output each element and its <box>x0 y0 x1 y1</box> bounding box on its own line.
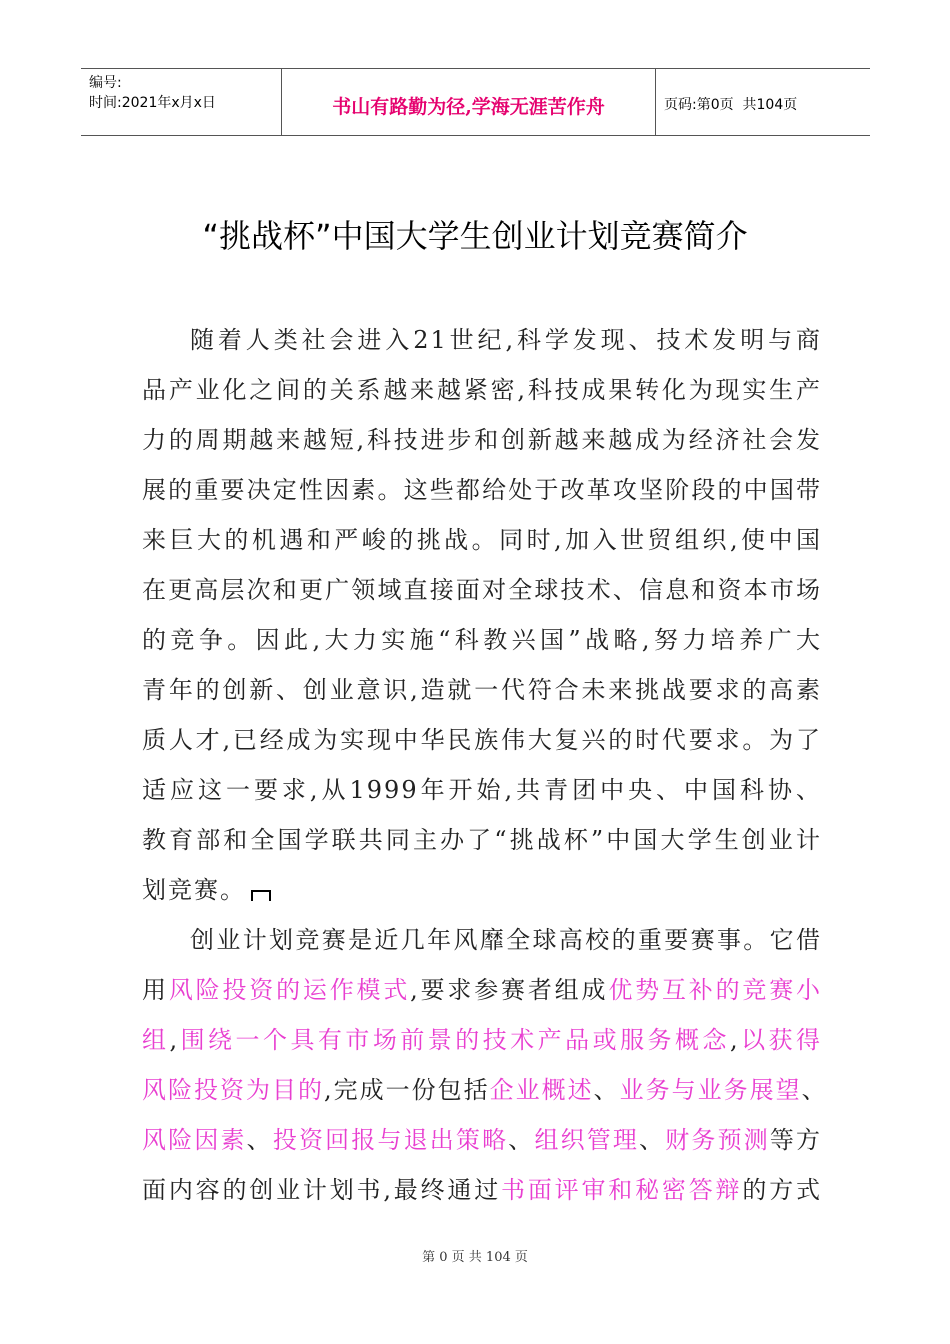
highlight-text: 书面评审和秘密答辩 <box>501 1176 743 1204</box>
text-run: 、 <box>593 1076 620 1104</box>
highlight-text: 风险投资为目的 <box>142 1076 324 1104</box>
paragraph-1-line: 教育部和全国学联共同主办了“挑战杯”中国大学生创业计 <box>142 826 822 854</box>
text-run: 面内容的创业计划书,最终通过 <box>142 1176 502 1204</box>
paragraph-1-line: 品产业化之间的关系越来越紧密,科技成果转化为现实生产 <box>142 376 822 404</box>
text-run: , <box>169 1026 180 1054</box>
highlight-text: 企业概述 <box>489 1076 594 1104</box>
return-mark-icon <box>250 888 272 902</box>
text-run: 、 <box>508 1126 535 1154</box>
header-meta-cell <box>81 69 282 135</box>
paragraph-2-line <box>142 1115 822 1165</box>
highlight-text: 以获得 <box>739 1026 822 1054</box>
text-run: ,要求参赛者组成 <box>410 976 609 1004</box>
paragraph-1-line <box>142 865 822 915</box>
paragraph-1-line: 来巨大的机遇和严峻的挑战。同时,加入世贸组织,使中国 <box>142 526 822 554</box>
paragraph-1-line: 的竞争。因此,大力实施“科教兴国”战略,努力培养广大 <box>142 626 822 654</box>
paragraph-1-line: 青年的创新、创业意识,造就一代符合未来挑战要求的高素 <box>142 676 822 704</box>
paragraph-2-line <box>142 1015 822 1065</box>
paragraph-1-line: 在更高层次和更广领域直接面对全球技术、信息和资本市场 <box>142 576 822 604</box>
highlight-text: 风险投资的运作模式 <box>168 976 411 1004</box>
text-run: , <box>729 1026 740 1054</box>
serial-number-label: 编号: <box>89 75 122 91</box>
page-footer: 第 0 页 共 104 页 <box>422 1250 528 1265</box>
header-motto: 书山有路勤为径,学海无涯苦作舟 <box>282 69 656 135</box>
paragraph-1-line: 展的重要决定性因素。这些都给处于改革攻坚阶段的中国带 <box>142 476 822 504</box>
highlight-text: 财务预测 <box>665 1126 770 1154</box>
highlight-text: 优势互补的竞赛小 <box>608 976 823 1004</box>
text-run: 、 <box>801 1076 828 1104</box>
document-body <box>142 315 828 1215</box>
highlight-text: 组织管理 <box>534 1126 640 1154</box>
header-table <box>81 68 870 136</box>
paragraph-2-line <box>142 1065 828 1115</box>
paragraph-1-line: 适应这一要求,从1999年开始,共青团中央、中国科协、 <box>142 776 822 804</box>
paragraph-2-line <box>142 1165 822 1215</box>
text-run: 、 <box>639 1126 666 1154</box>
date-label: 时间:2021年x月x日 <box>89 95 216 111</box>
paragraph-1-line-text: 划竞赛。 <box>142 876 246 904</box>
highlight-text: 投资回报与退出策略 <box>272 1126 509 1154</box>
text-run: ,完成一份包括 <box>324 1076 490 1104</box>
highlight-text: 业务与业务展望 <box>619 1076 802 1104</box>
highlight-text: 围绕一个具有市场前景的技术产品或服务概念 <box>179 1026 730 1054</box>
text-run: 、 <box>246 1126 273 1154</box>
highlight-text: 组 <box>142 1026 170 1054</box>
text-run: 的方式 <box>742 1176 823 1204</box>
header-page-info: 页码:第0页 共104页 <box>664 97 798 113</box>
paragraph-2-line <box>142 965 822 1015</box>
paragraph-1-line: 质人才,已经成为实现中华民族伟大复兴的时代要求。为了 <box>142 726 822 754</box>
text-run: 等方 <box>769 1126 823 1154</box>
paragraph-1-line: 力的周期越来越短,科技进步和创新越来越成为经济社会发 <box>142 426 822 454</box>
text-run: 用 <box>142 976 169 1004</box>
document-title: “挑战杯”中国大学生创业计划竞赛简介 <box>202 217 748 255</box>
paragraph-2-line: 创业计划竞赛是近几年风靡全球高校的重要赛事。它借 <box>190 926 822 954</box>
highlight-text: 风险因素 <box>142 1126 247 1154</box>
paragraph-1-line: 随着人类社会进入21世纪,科学发现、技术发明与商 <box>190 326 822 354</box>
